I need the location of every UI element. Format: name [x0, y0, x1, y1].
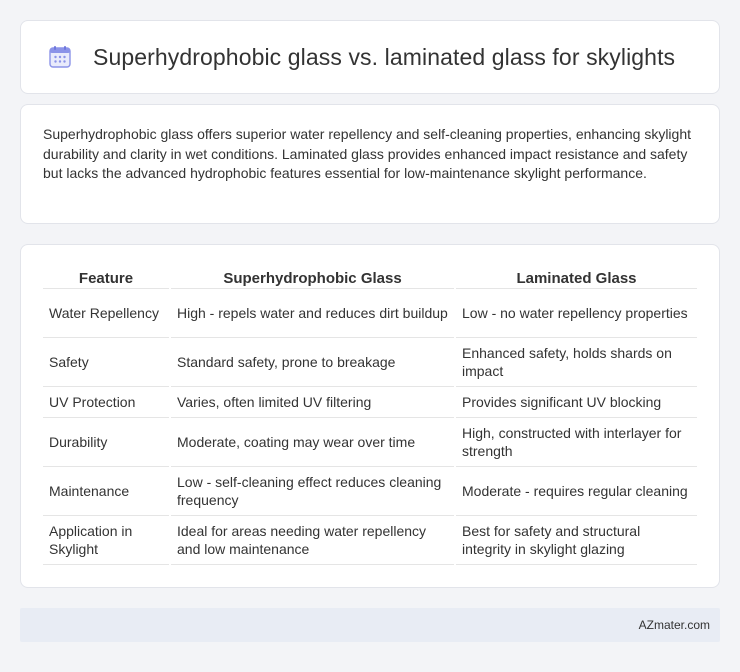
- laminated-cell: Moderate - requires regular cleaning: [456, 467, 697, 516]
- summary-text: Superhydrophobic glass offers superior water repellency and self-cleaning properties, enhancing skylight durability and clarity in wet conditions. Laminated glass provides enhanced impact resistance and safety but lacks the advanced hydrophobic features essential for low-maintenance skylight performance.: [43, 126, 691, 181]
- laminated-cell: Low - no water repellency properties: [456, 289, 697, 338]
- laminated-cell: Provides significant UV blocking: [456, 387, 697, 418]
- laminated-cell: Best for safety and structural integrity in skylight glazing: [456, 516, 697, 565]
- feature-cell: Safety: [43, 338, 169, 387]
- summary-card: [20, 104, 720, 224]
- feature-cell: Application in Skylight: [43, 516, 169, 565]
- feature-cell: Durability: [43, 418, 169, 467]
- laminated-cell: Enhanced safety, holds shards on impact: [456, 338, 697, 387]
- table-row: [43, 387, 697, 418]
- footer-bar: [20, 608, 720, 642]
- header-card: [20, 20, 720, 94]
- superhydrophobic-cell: Standard safety, prone to breakage: [171, 338, 454, 387]
- table-header-row: [43, 267, 697, 289]
- page-title: Superhydrophobic glass vs. laminated glass for skylights: [93, 43, 676, 70]
- comparison-table: [41, 267, 699, 565]
- column-header-feature: Feature: [43, 267, 169, 289]
- footer-site-link[interactable]: AZmater.com: [638, 618, 710, 632]
- superhydrophobic-cell: Low - self-cleaning effect reduces cleaning frequency: [171, 467, 454, 516]
- calendar-icon: [47, 44, 73, 70]
- superhydrophobic-cell: Ideal for areas needing water repellency and low maintenance: [171, 516, 454, 565]
- table-row: [43, 338, 697, 387]
- column-header-laminated: Laminated Glass: [456, 267, 697, 289]
- table-row: [43, 289, 697, 338]
- column-header-superhydrophobic: Superhydrophobic Glass: [171, 267, 454, 289]
- comparison-card: [20, 244, 720, 588]
- table-row: [43, 516, 697, 565]
- feature-cell: Maintenance: [43, 467, 169, 516]
- superhydrophobic-cell: Varies, often limited UV filtering: [171, 387, 454, 418]
- feature-cell: UV Protection: [43, 387, 169, 418]
- superhydrophobic-cell: Moderate, coating may wear over time: [171, 418, 454, 467]
- laminated-cell: High, constructed with interlayer for strength: [456, 418, 697, 467]
- table-row: [43, 467, 697, 516]
- superhydrophobic-cell: High - repels water and reduces dirt buildup: [171, 289, 454, 338]
- feature-cell: Water Repellency: [43, 289, 169, 338]
- table-row: [43, 418, 697, 467]
